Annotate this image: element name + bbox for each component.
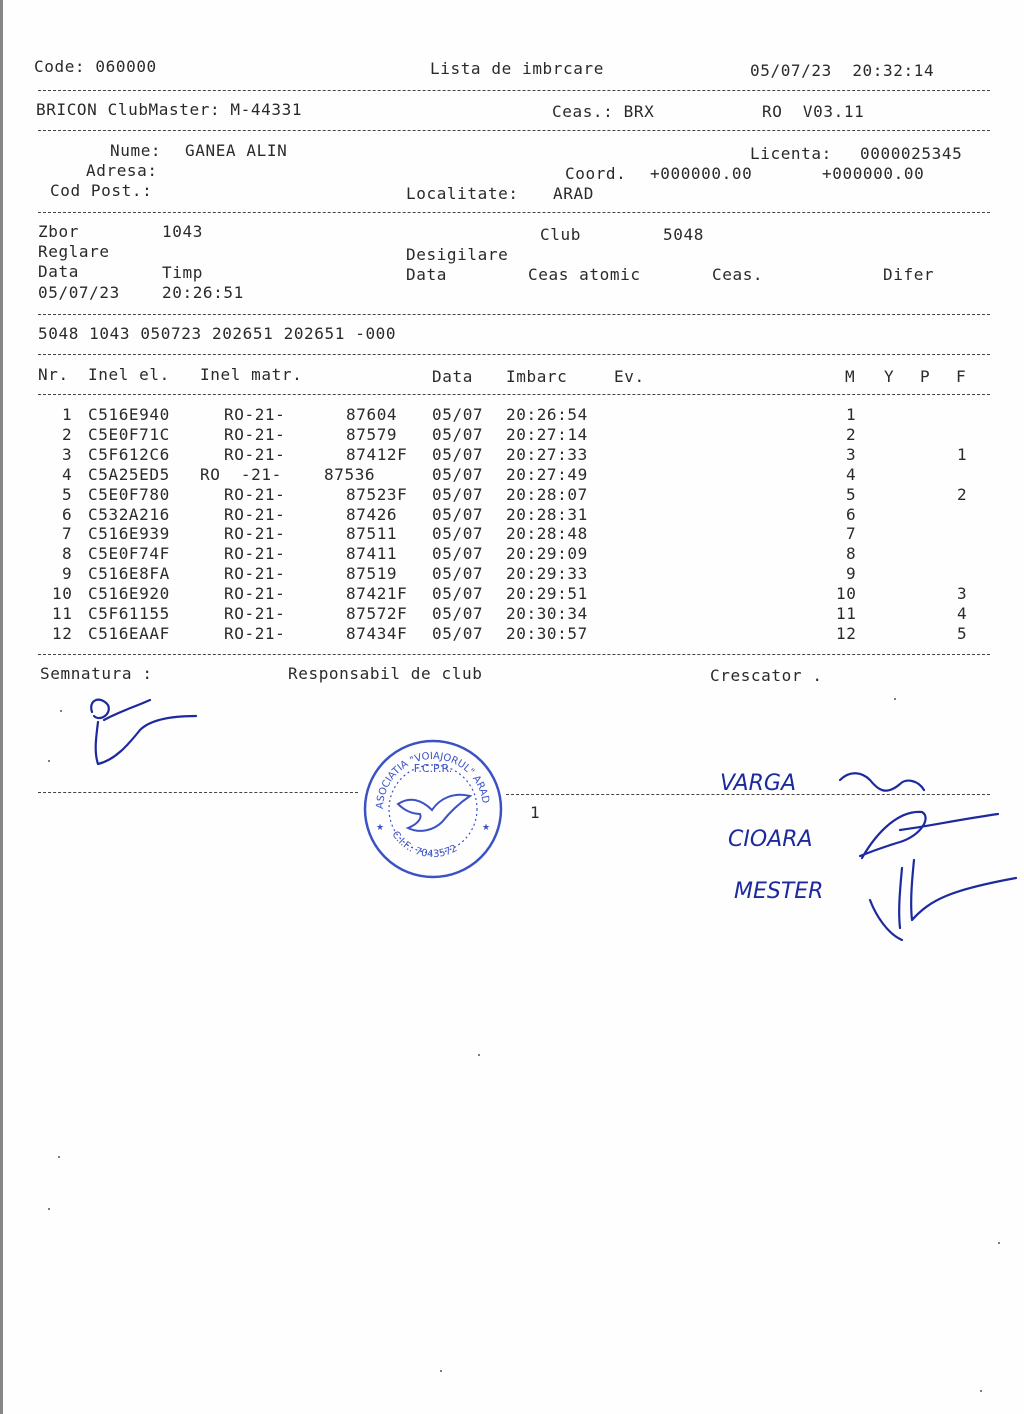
- ring-prefix: RO-21-: [224, 564, 286, 584]
- col-y: Y: [884, 367, 895, 386]
- ring-number: 87519: [346, 564, 398, 584]
- ring-number: 87421F: [346, 584, 408, 604]
- unseal-date-label: Data: [406, 265, 447, 284]
- row-number: 7: [62, 524, 73, 544]
- ring-number: 87412F: [346, 444, 408, 464]
- boarding-time: 20:29:51: [506, 584, 588, 604]
- signature-varga: [840, 773, 924, 790]
- position-m: 2: [846, 424, 857, 444]
- club-stamp: [362, 738, 504, 880]
- handwritten-name-varga: VARGA: [720, 771, 796, 796]
- paper-speck: [894, 698, 896, 700]
- electronic-ring: C5F612C6: [88, 444, 170, 464]
- col-f: F: [956, 367, 967, 386]
- atomic-clock-label: Ceas atomic: [528, 265, 641, 284]
- boarding-time: 20:27:33: [506, 444, 588, 464]
- boarding-date: 05/07: [432, 584, 484, 604]
- owner-name: GANEA ALIN: [185, 141, 288, 160]
- boarding-date: 05/07: [432, 623, 484, 643]
- unsealing-label: Desigilare: [406, 245, 509, 264]
- name-label: Nume:: [110, 141, 162, 160]
- electronic-ring: C5F61155: [88, 604, 170, 623]
- setting-label: Reglare: [38, 242, 110, 261]
- paper-speck: [440, 1370, 442, 1372]
- boarding-time: 20:26:54: [506, 405, 588, 424]
- clock-id: Ceas.: BRX: [552, 102, 655, 121]
- row-number: 9: [62, 564, 73, 584]
- col-p: P: [920, 367, 931, 386]
- electronic-ring: C516EAAF: [88, 623, 170, 643]
- row-number: 11: [52, 604, 73, 623]
- position-m: 9: [846, 564, 857, 584]
- ring-number: 87434F: [346, 623, 408, 643]
- paper-speck: [48, 1208, 50, 1210]
- locality-label: Localitate:: [406, 184, 519, 203]
- breeder-label: Crescator .: [710, 666, 823, 685]
- clock-label: Ceas.: [712, 265, 764, 284]
- difference-label: Difer: [883, 265, 935, 284]
- ring-prefix: RO-21-: [224, 405, 286, 424]
- ring-number: 87511: [346, 524, 398, 544]
- row-number: 6: [62, 504, 73, 524]
- boarding-time: 20:27:14: [506, 424, 588, 444]
- star-icon: ★: [376, 823, 385, 833]
- col-boarding: Imbarc: [506, 367, 568, 386]
- boarding-time: 20:29:33: [506, 564, 588, 584]
- ring-number: 87536: [324, 464, 376, 484]
- boarding-date: 05/07: [432, 405, 484, 424]
- ring-prefix: RO-21-: [224, 424, 286, 444]
- position-m: 12: [836, 623, 857, 643]
- boarding-date: 05/07: [432, 444, 484, 464]
- ring-number: 87411: [346, 544, 398, 564]
- ring-prefix: RO-21-: [224, 444, 286, 464]
- license-number: 0000025345: [860, 144, 963, 163]
- signature-cioara: [860, 812, 998, 858]
- locality: ARAD: [553, 184, 594, 203]
- boarding-time: 20:29:09: [506, 544, 588, 564]
- device-model: BRICON ClubMaster: M-44331: [36, 100, 303, 119]
- signature-label: Semnatura :: [40, 664, 153, 683]
- coord-label: Coord.: [565, 164, 627, 183]
- boarding-date: 05/07: [432, 424, 484, 444]
- coord-x: +000000.00: [650, 164, 753, 183]
- setting-time: 20:26:51: [162, 283, 244, 302]
- col-event: Ev.: [614, 367, 645, 386]
- ring-prefix: RO -21-: [200, 464, 282, 484]
- ring-prefix: RO-21-: [224, 484, 286, 504]
- electronic-ring: C532A216: [88, 504, 170, 524]
- coord-y: +000000.00: [822, 164, 925, 183]
- boarding-date: 05/07: [432, 524, 484, 544]
- row-number: 4: [62, 464, 73, 484]
- date-label: Data: [38, 262, 79, 281]
- position-m: 10: [836, 584, 857, 604]
- ring-number: 87604: [346, 405, 398, 424]
- club-responsible-label: Responsabil de club: [288, 664, 483, 683]
- electronic-ring: C5E0F74F: [88, 544, 170, 564]
- position-m: 5: [846, 484, 857, 504]
- row-number: 3: [62, 444, 73, 464]
- paper-speck: [980, 1390, 982, 1392]
- col-ring-number: Inel matr.: [200, 365, 303, 384]
- paper-speck: [48, 760, 50, 762]
- col-nr: Nr.: [38, 365, 69, 384]
- ring-number: 87572F: [346, 604, 408, 623]
- position-m: 4: [846, 464, 857, 484]
- electronic-ring: C5A25ED5: [88, 464, 170, 484]
- row-number: 1: [62, 405, 73, 424]
- boarding-date: 05/07: [432, 464, 484, 484]
- position-m: 3: [846, 444, 857, 464]
- boarding-time: 20:27:49: [506, 464, 588, 484]
- boarding-date: 05/07: [432, 604, 484, 623]
- position-m: 11: [836, 604, 857, 623]
- boarding-time: 20:28:07: [506, 484, 588, 504]
- flight-label: Zbor: [38, 222, 79, 241]
- dove-icon: [398, 795, 470, 831]
- stamp-bottom-text: C.I.F.: 7043572: [389, 829, 460, 861]
- boarding-date: 05/07: [432, 504, 484, 524]
- paper-speck: [58, 1156, 60, 1158]
- firmware-version: RO V03.11: [762, 102, 865, 121]
- ring-prefix: RO-21-: [224, 504, 286, 524]
- handwritten-name-mester: MESTER: [734, 879, 824, 904]
- handwritten-name-cioara: CIOARA: [728, 827, 813, 852]
- position-f: 1: [957, 444, 968, 464]
- club-number: 5048: [663, 225, 704, 244]
- row-number: 12: [52, 623, 73, 643]
- position-m: 8: [846, 544, 857, 564]
- electronic-ring: C5E0F780: [88, 484, 170, 504]
- document-title: Lista de imbrcare: [430, 59, 604, 78]
- ring-prefix: RO-21-: [224, 524, 286, 544]
- club-label: Club: [540, 225, 581, 244]
- row-number: 10: [52, 584, 73, 604]
- ring-number: 87579: [346, 424, 398, 444]
- paper-speck: [478, 1054, 480, 1056]
- ring-prefix: RO-21-: [224, 623, 286, 643]
- position-f: 5: [957, 623, 968, 643]
- flight-code-line: 5048 1043 050723 202651 202651 -000: [38, 324, 397, 343]
- boarding-date: 05/07: [432, 564, 484, 584]
- electronic-ring: C516E939: [88, 524, 170, 544]
- stamp-center-text: F.C.P.R.: [413, 762, 453, 775]
- col-m: M: [845, 367, 856, 386]
- paper-speck: [60, 710, 62, 712]
- boarding-time: 20:28:48: [506, 524, 588, 544]
- col-date: Data: [432, 367, 473, 386]
- position-f: 4: [957, 604, 968, 623]
- signature-responsible: [91, 700, 196, 764]
- star-icon: ★: [482, 823, 491, 833]
- position-m: 7: [846, 524, 857, 544]
- boarding-time: 20:30:34: [506, 604, 588, 623]
- stamp-top-text: ASOCIATIA "VOIAJORUL" ARAD: [374, 750, 491, 810]
- position-f: 2: [957, 484, 968, 504]
- page-number: 1: [530, 803, 541, 822]
- electronic-ring: C5E0F71C: [88, 424, 170, 444]
- ring-prefix: RO-21-: [224, 584, 286, 604]
- print-datetime: 05/07/23 20:32:14: [750, 61, 935, 80]
- setting-date: 05/07/23: [38, 283, 120, 302]
- signature-mester: [870, 860, 1016, 940]
- address-label: Adresa:: [86, 161, 158, 180]
- position-m: 1: [846, 405, 857, 424]
- position-m: 6: [846, 504, 857, 524]
- boarding-date: 05/07: [432, 544, 484, 564]
- ring-number: 87523F: [346, 484, 408, 504]
- time-label: Timp: [162, 263, 203, 282]
- col-electronic-ring: Inel el.: [88, 365, 170, 384]
- electronic-ring: C516E920: [88, 584, 170, 604]
- electronic-ring: C516E940: [88, 405, 170, 424]
- row-number: 8: [62, 544, 73, 564]
- boarding-date: 05/07: [432, 484, 484, 504]
- license-label: Licenta:: [750, 144, 832, 163]
- postcode-label: Cod Post.:: [50, 181, 153, 200]
- position-f: 3: [957, 584, 968, 604]
- code-label: Code: 060000: [34, 57, 157, 76]
- ring-prefix: RO-21-: [224, 544, 286, 564]
- boarding-time: 20:30:57: [506, 623, 588, 643]
- flight-number: 1043: [162, 222, 203, 241]
- ring-prefix: RO-21-: [224, 604, 286, 623]
- boarding-time: 20:28:31: [506, 504, 588, 524]
- row-number: 5: [62, 484, 73, 504]
- row-number: 2: [62, 424, 73, 444]
- electronic-ring: C516E8FA: [88, 564, 170, 584]
- paper-speck: [998, 1242, 1000, 1244]
- ring-number: 87426: [346, 504, 398, 524]
